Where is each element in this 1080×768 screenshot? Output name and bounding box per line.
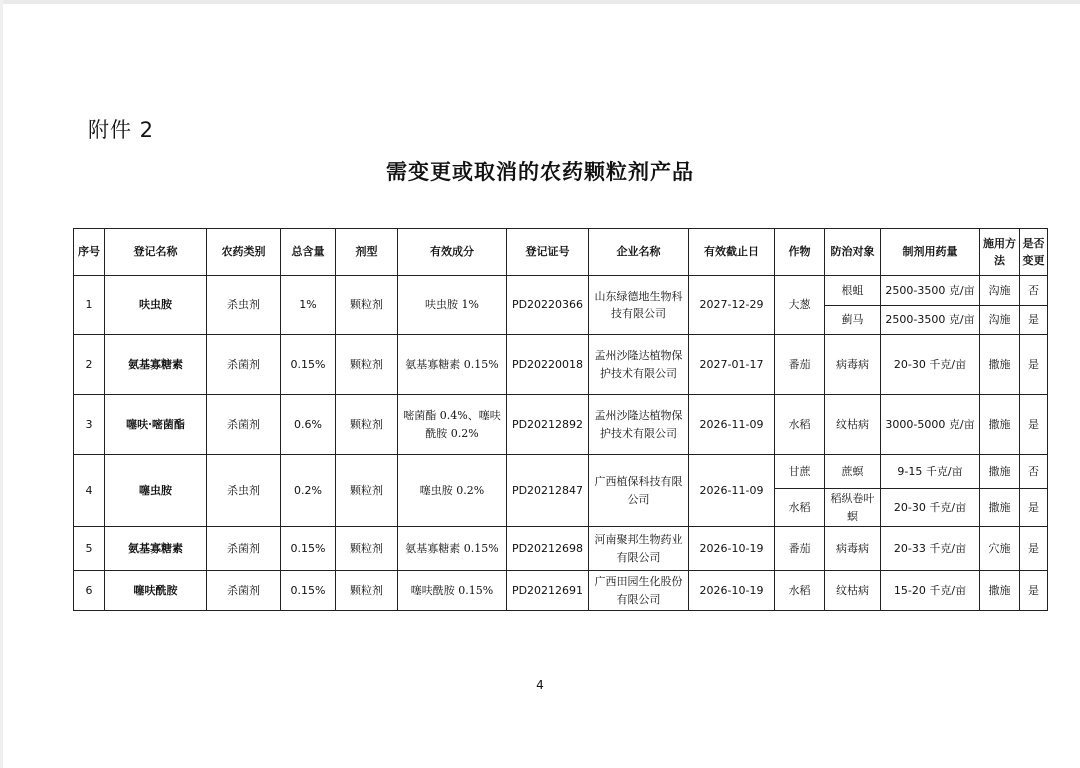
cell-category: 杀菌剂 bbox=[207, 335, 281, 395]
cell-reg-no: PD20212847 bbox=[507, 455, 589, 527]
cell-method: 穴施 bbox=[980, 527, 1020, 571]
cell-company: 山东绿德地生物科技有限公司 bbox=[589, 276, 689, 335]
cell-ingredient: 噻呋酰胺 0.15% bbox=[398, 571, 507, 611]
cell-crop: 大葱 bbox=[775, 276, 825, 335]
cell-crop: 水稻 bbox=[775, 489, 825, 527]
cell-crop: 水稻 bbox=[775, 571, 825, 611]
cell-reg-no: PD20220018 bbox=[507, 335, 589, 395]
cell-category: 杀菌剂 bbox=[207, 571, 281, 611]
header-ingredient: 有效成分 bbox=[398, 229, 507, 276]
table-header-row bbox=[74, 229, 1048, 276]
cell-reg-no: PD20212691 bbox=[507, 571, 589, 611]
cell-method: 撒施 bbox=[980, 489, 1020, 527]
table-row bbox=[74, 455, 1048, 489]
cell-change: 是 bbox=[1020, 527, 1048, 571]
page-edge-left bbox=[0, 0, 3, 768]
cell-category: 杀菌剂 bbox=[207, 395, 281, 455]
cell-dosage: 20-30 千克/亩 bbox=[881, 489, 980, 527]
cell-target: 根蛆 bbox=[825, 276, 881, 306]
table-row bbox=[74, 335, 1048, 395]
cell-form: 颗粒剂 bbox=[336, 527, 398, 571]
cell-content: 0.6% bbox=[281, 395, 336, 455]
cell-change: 否 bbox=[1020, 276, 1048, 306]
cell-company: 孟州沙隆达植物保护技术有限公司 bbox=[589, 395, 689, 455]
header-reg-no: 登记证号 bbox=[507, 229, 589, 276]
cell-seq: 6 bbox=[74, 571, 105, 611]
cell-content: 0.15% bbox=[281, 335, 336, 395]
cell-ingredient: 嘧菌酯 0.4%、噻呋酰胺 0.2% bbox=[398, 395, 507, 455]
cell-reg-name: 氨基寡糖素 bbox=[105, 527, 207, 571]
table-row bbox=[74, 527, 1048, 571]
cell-method: 沟施 bbox=[980, 276, 1020, 306]
cell-ingredient: 氨基寡糖素 0.15% bbox=[398, 335, 507, 395]
cell-seq: 3 bbox=[74, 395, 105, 455]
cell-dosage: 2500-3500 克/亩 bbox=[881, 276, 980, 306]
document-title: 需变更或取消的农药颗粒剂产品 bbox=[386, 160, 694, 184]
cell-seq: 4 bbox=[74, 455, 105, 527]
header-change: 是否变更 bbox=[1020, 229, 1048, 276]
cell-change: 是 bbox=[1020, 335, 1048, 395]
pesticide-table bbox=[73, 228, 1048, 611]
header-expiry: 有效截止日 bbox=[689, 229, 775, 276]
cell-category: 杀虫剂 bbox=[207, 276, 281, 335]
table-row bbox=[74, 571, 1048, 611]
cell-category: 杀虫剂 bbox=[207, 455, 281, 527]
header-form: 剂型 bbox=[336, 229, 398, 276]
cell-change: 是 bbox=[1020, 395, 1048, 455]
table-row bbox=[74, 395, 1048, 455]
cell-reg-name: 噻虫胺 bbox=[105, 455, 207, 527]
cell-seq: 2 bbox=[74, 335, 105, 395]
cell-target: 纹枯病 bbox=[825, 395, 881, 455]
cell-dosage: 20-33 千克/亩 bbox=[881, 527, 980, 571]
cell-expiry: 2026-10-19 bbox=[689, 571, 775, 611]
header-target: 防治对象 bbox=[825, 229, 881, 276]
cell-content: 0.15% bbox=[281, 571, 336, 611]
page-number: 4 bbox=[536, 678, 544, 692]
cell-seq: 5 bbox=[74, 527, 105, 571]
cell-method: 撒施 bbox=[980, 455, 1020, 489]
cell-method: 撒施 bbox=[980, 335, 1020, 395]
cell-form: 颗粒剂 bbox=[336, 571, 398, 611]
cell-method: 沟施 bbox=[980, 306, 1020, 335]
cell-target: 蔗螟 bbox=[825, 455, 881, 489]
cell-target: 病毒病 bbox=[825, 527, 881, 571]
header-content: 总含量 bbox=[281, 229, 336, 276]
header-seq: 序号 bbox=[74, 229, 105, 276]
cell-target: 病毒病 bbox=[825, 335, 881, 395]
cell-dosage: 15-20 千克/亩 bbox=[881, 571, 980, 611]
cell-change: 是 bbox=[1020, 571, 1048, 611]
cell-target: 蓟马 bbox=[825, 306, 881, 335]
header-company: 企业名称 bbox=[589, 229, 689, 276]
cell-reg-name: 呋虫胺 bbox=[105, 276, 207, 335]
cell-dosage: 9-15 千克/亩 bbox=[881, 455, 980, 489]
cell-content: 0.15% bbox=[281, 527, 336, 571]
cell-ingredient: 噻虫胺 0.2% bbox=[398, 455, 507, 527]
cell-dosage: 2500-3500 克/亩 bbox=[881, 306, 980, 335]
cell-category: 杀菌剂 bbox=[207, 527, 281, 571]
cell-change: 是 bbox=[1020, 306, 1048, 335]
header-category: 农药类别 bbox=[207, 229, 281, 276]
cell-ingredient: 氨基寡糖素 0.15% bbox=[398, 527, 507, 571]
cell-ingredient: 呋虫胺 1% bbox=[398, 276, 507, 335]
attachment-label: 附件 2 bbox=[88, 118, 155, 142]
cell-reg-name: 噻呋酰胺 bbox=[105, 571, 207, 611]
cell-reg-no: PD20220366 bbox=[507, 276, 589, 335]
cell-reg-no: PD20212892 bbox=[507, 395, 589, 455]
cell-content: 0.2% bbox=[281, 455, 336, 527]
cell-expiry: 2026-11-09 bbox=[689, 455, 775, 527]
cell-company: 广西田园生化股份有限公司 bbox=[589, 571, 689, 611]
header-method: 施用方法 bbox=[980, 229, 1020, 276]
cell-target: 稻纵卷叶螟 bbox=[825, 489, 881, 527]
cell-reg-name: 噻呋·嘧菌酯 bbox=[105, 395, 207, 455]
table-row bbox=[74, 276, 1048, 306]
cell-form: 颗粒剂 bbox=[336, 335, 398, 395]
cell-content: 1% bbox=[281, 276, 336, 335]
cell-dosage: 20-30 千克/亩 bbox=[881, 335, 980, 395]
cell-change: 是 bbox=[1020, 489, 1048, 527]
header-dosage: 制剂用药量 bbox=[881, 229, 980, 276]
cell-expiry: 2027-12-29 bbox=[689, 276, 775, 335]
cell-reg-name: 氨基寡糖素 bbox=[105, 335, 207, 395]
cell-expiry: 2026-10-19 bbox=[689, 527, 775, 571]
cell-dosage: 3000-5000 克/亩 bbox=[881, 395, 980, 455]
cell-crop: 水稻 bbox=[775, 395, 825, 455]
cell-reg-no: PD20212698 bbox=[507, 527, 589, 571]
header-crop: 作物 bbox=[775, 229, 825, 276]
cell-crop: 甘蔗 bbox=[775, 455, 825, 489]
page-edge bbox=[0, 0, 1080, 4]
cell-form: 颗粒剂 bbox=[336, 455, 398, 527]
cell-method: 撒施 bbox=[980, 571, 1020, 611]
cell-expiry: 2027-01-17 bbox=[689, 335, 775, 395]
cell-company: 广西植保科技有限公司 bbox=[589, 455, 689, 527]
cell-target: 纹枯病 bbox=[825, 571, 881, 611]
cell-crop: 番茄 bbox=[775, 335, 825, 395]
header-reg-name: 登记名称 bbox=[105, 229, 207, 276]
cell-change: 否 bbox=[1020, 455, 1048, 489]
cell-crop: 番茄 bbox=[775, 527, 825, 571]
cell-seq: 1 bbox=[74, 276, 105, 335]
cell-form: 颗粒剂 bbox=[336, 395, 398, 455]
cell-company: 河南聚邦生物药业有限公司 bbox=[589, 527, 689, 571]
cell-method: 撒施 bbox=[980, 395, 1020, 455]
cell-expiry: 2026-11-09 bbox=[689, 395, 775, 455]
cell-form: 颗粒剂 bbox=[336, 276, 398, 335]
cell-company: 孟州沙隆达植物保护技术有限公司 bbox=[589, 335, 689, 395]
